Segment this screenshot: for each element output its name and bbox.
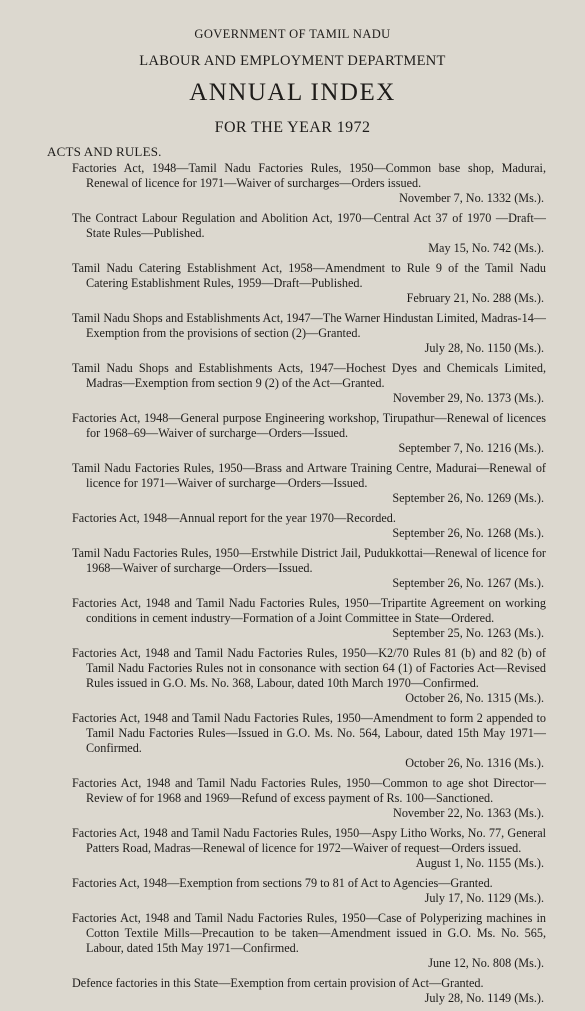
- entry-text: Factories Act, 1948 and Tamil Nadu Factories Rules, 1950—Aspy Litho Works, No. 77, General Patters Road, Madras—Renewal of licence for 1972—Waiver of request—Orders issued.: [72, 826, 546, 855]
- index-entry: [72, 461, 546, 506]
- index-entry: [72, 411, 546, 456]
- entry-reference: September 25, No. 1263 (Ms.).: [392, 626, 544, 640]
- entry-text: Defence factories in this State—Exemption from certain provision of Act—Granted.: [72, 976, 484, 990]
- index-entry: [72, 911, 546, 971]
- index-entry: [72, 776, 546, 821]
- index-entry: [72, 826, 546, 871]
- entry-reference: October 26, No. 1316 (Ms.).: [405, 756, 544, 770]
- index-entry: [72, 361, 546, 406]
- entry-text: Factories Act, 1948 and Tamil Nadu Factories Rules, 1950—Tripartite Agreement on working conditions in cement industry—Formation of a Joint Committee in State—Ordered.: [72, 596, 546, 625]
- year-heading: FOR THE YEAR 1972: [214, 119, 371, 136]
- entry-text: Tamil Nadu Shops and Establishments Acts, 1947—Hochest Dyes and Chemicals Limited, Madras—Exemption from section 9 (2) of the Act—Granted.: [72, 361, 546, 390]
- entry-text: Factories Act, 1948 and Tamil Nadu Factories Rules, 1950—Amendment to form 2 appended to Tamil Nadu Factories Rules—Issued in G.O. Ms. No. 564, Labour, dated 15th May 1971—Confirmed.: [72, 711, 546, 755]
- entry-reference: October 26, No. 1315 (Ms.).: [405, 691, 544, 705]
- entry-reference: November 22, No. 1363 (Ms.).: [393, 806, 544, 820]
- index-entry: [72, 311, 546, 356]
- index-entry: [72, 211, 546, 256]
- entry-reference: July 17, No. 1129 (Ms.).: [424, 891, 544, 905]
- entry-reference: September 7, No. 1216 (Ms.).: [398, 441, 544, 455]
- entry-reference: August 1, No. 1155 (Ms.).: [415, 856, 544, 870]
- index-entry: [72, 646, 546, 706]
- entry-reference: June 12, No. 808 (Ms.).: [428, 956, 544, 970]
- entry-text: Factories Act, 1948 and Tamil Nadu Factories Rules, 1950—Common to age shot Director—Review of for 1968 and 1969—Refund of excess payment of Rs. 100—Sanctioned.: [72, 776, 546, 805]
- entry-reference: November 7, No. 1332 (Ms.).: [399, 191, 544, 205]
- entry-reference: September 26, No. 1268 (Ms.).: [392, 526, 544, 540]
- page-title: ANNUAL INDEX: [189, 79, 396, 106]
- index-entry: [72, 511, 546, 541]
- index-entry: [72, 711, 546, 771]
- entry-reference: September 26, No. 1267 (Ms.).: [392, 576, 544, 590]
- index-entry: [72, 546, 546, 591]
- department-heading: LABOUR AND EMPLOYMENT DEPARTMENT: [139, 53, 446, 69]
- index-entry: [72, 976, 546, 1006]
- entry-text: Factories Act, 1948—Exemption from sections 79 to 81 of Act to Agencies—Granted.: [72, 876, 493, 890]
- index-entry: [72, 261, 546, 306]
- entry-text: Factories Act, 1948 and Tamil Nadu Factories Rules, 1950—Case of Polyperizing machines in Cotton Textile Mills—Precaution to be taken—Amendment issued in G.O. Ms. No. 565, Labour, dated 15th May 1971—Confirmed.: [72, 911, 546, 955]
- entry-text: Factories Act, 1948—General purpose Engineering workshop, Tirupathur—Renewal of licences for 1968–69—Waiver of surcharge—Orders—Issued.: [72, 411, 546, 440]
- entry-text: Factories Act, 1948—Tamil Nadu Factories Rules, 1950—Common base shop, Madurai, Renewal of licence for 1971—Waiver of surcharges—Orders issued.: [72, 161, 546, 190]
- index-entry: [72, 876, 546, 906]
- entry-reference: November 29, No. 1373 (Ms.).: [393, 391, 544, 405]
- entry-text: Tamil Nadu Factories Rules, 1950—Brass and Artware Training Centre, Madurai—Renewal of licence for 1971—Waiver of surcharge—Orders—Issued.: [72, 461, 546, 490]
- index-entry: [72, 161, 546, 206]
- index-entry: [72, 596, 546, 641]
- section-heading: ACTS AND RULES.: [47, 144, 162, 159]
- entry-text: The Contract Labour Regulation and Abolition Act, 1970—Central Act 37 of 1970 —Draft—State Rules—Published.: [72, 211, 546, 240]
- entry-reference: July 28, No. 1150 (Ms.).: [424, 341, 544, 355]
- entry-text: Factories Act, 1948—Annual report for the year 1970—Recorded.: [72, 511, 396, 525]
- entry-reference: February 21, No. 288 (Ms.).: [406, 291, 544, 305]
- entry-text: Factories Act, 1948 and Tamil Nadu Factories Rules, 1950—K2/70 Rules 81 (b) and 82 (b) of Tamil Nadu Factories Rules not in consonance with section 64 (1) of Factories Act—Revised Rules issued in G.O. Ms. No. 368, Labour, dated 10th March 1970—Confirmed.: [72, 646, 546, 690]
- government-heading: GOVERNMENT OF TAMIL NADU: [194, 27, 391, 41]
- index-entries: [72, 161, 546, 1011]
- entry-reference: September 26, No. 1269 (Ms.).: [392, 491, 544, 505]
- entry-reference: July 28, No. 1149 (Ms.).: [424, 991, 544, 1005]
- entry-text: Tamil Nadu Shops and Establishments Act, 1947—The Warner Hindustan Limited, Madras-14—Exemption from the provisions of section (2)—Granted.: [72, 311, 546, 340]
- entry-text: Tamil Nadu Factories Rules, 1950—Erstwhile District Jail, Pudukkottai—Renewal of licence for 1968—Waiver of surcharge—Orders—Issued.: [72, 546, 546, 575]
- entry-reference: May 15, No. 742 (Ms.).: [428, 241, 544, 255]
- entry-text: Tamil Nadu Catering Establishment Act, 1958—Amendment to Rule 9 of the Tamil Nadu Catering Establishment Rules, 1959—Draft—Published.: [72, 261, 546, 290]
